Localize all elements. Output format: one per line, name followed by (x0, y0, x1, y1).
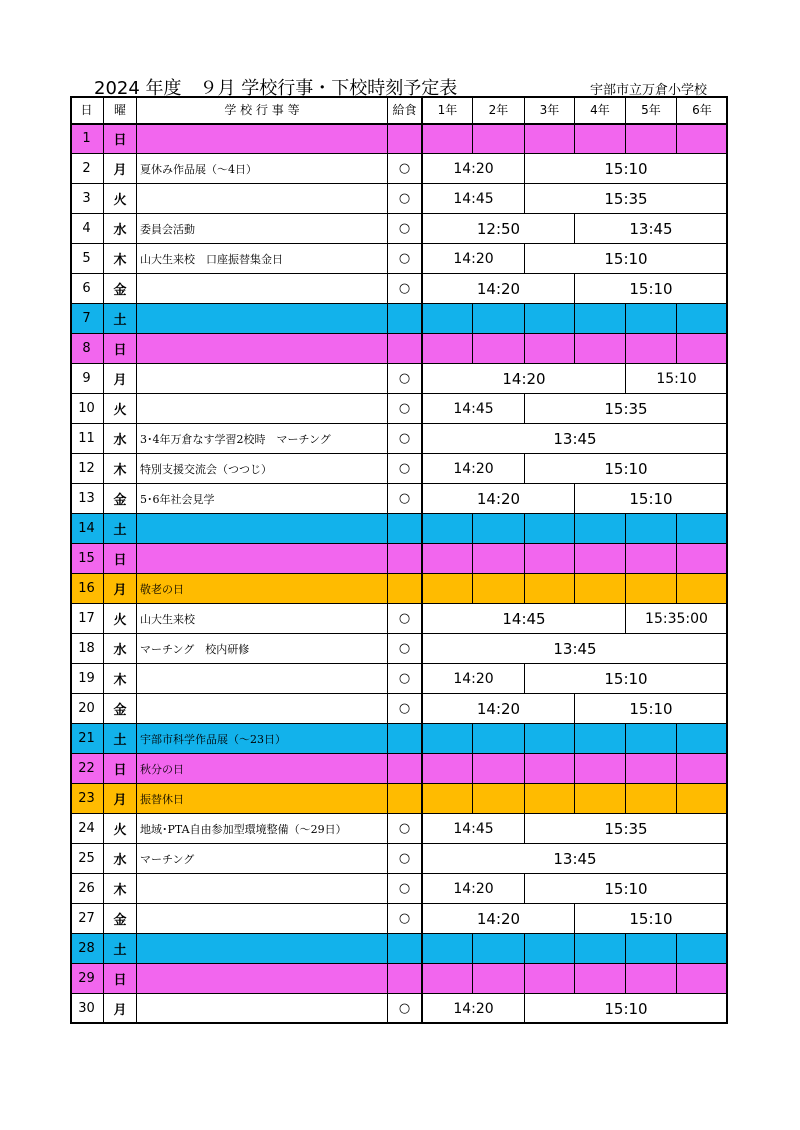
dismissal-time-cell: 15:35:00 (626, 604, 728, 634)
day-cell: 22 (70, 754, 104, 784)
day-cell: 30 (70, 994, 104, 1024)
header-grade: 6年 (677, 96, 728, 124)
dismissal-time-cell: 14:20 (423, 994, 525, 1024)
grade-time-cell (473, 334, 525, 364)
grade-time-cell (525, 544, 575, 574)
event-cell (137, 664, 388, 694)
weekday-cell: 水 (104, 214, 137, 244)
lunch-cell (388, 544, 423, 574)
dismissal-time-cell: 14:20 (423, 454, 525, 484)
grade-time-cell (677, 544, 728, 574)
grade-time-cell (473, 124, 525, 154)
grade-time-cell (626, 304, 677, 334)
grade-time-cell (677, 754, 728, 784)
dismissal-time-cell: 14:20 (423, 874, 525, 904)
dismissal-time-cell: 15:10 (626, 364, 728, 394)
grade-time-cell (575, 124, 626, 154)
weekday-cell: 木 (104, 874, 137, 904)
lunch-cell: ○ (388, 184, 423, 214)
header-divider (70, 123, 728, 125)
event-cell: 山大生来校 口座振替集金日 (137, 244, 388, 274)
day-cell: 18 (70, 634, 104, 664)
dismissal-time-cell: 15:10 (575, 904, 728, 934)
grade-time-cell (575, 724, 626, 754)
grade-time-cell (473, 544, 525, 574)
lunch-cell: ○ (388, 214, 423, 244)
event-cell: 秋分の日 (137, 754, 388, 784)
dismissal-time-cell: 15:10 (575, 274, 728, 304)
lunch-cell (388, 514, 423, 544)
header-grade: 5年 (626, 96, 677, 124)
day-cell: 7 (70, 304, 104, 334)
grade-time-cell (525, 934, 575, 964)
dismissal-time-cell: 13:45 (575, 214, 728, 244)
grade-time-cell (677, 934, 728, 964)
grade-time-cell (626, 124, 677, 154)
lunch-cell: ○ (388, 454, 423, 484)
dismissal-time-cell: 14:20 (423, 154, 525, 184)
event-cell (137, 364, 388, 394)
lunch-cell: ○ (388, 904, 423, 934)
lunch-cell (388, 304, 423, 334)
grade-time-cell (423, 124, 473, 154)
dismissal-time-cell: 15:35 (525, 394, 728, 424)
lunch-cell: ○ (388, 484, 423, 514)
day-cell: 2 (70, 154, 104, 184)
event-cell (137, 184, 388, 214)
lunch-cell: ○ (388, 274, 423, 304)
grade-time-cell (575, 544, 626, 574)
day-cell: 8 (70, 334, 104, 364)
schedule-table (70, 96, 728, 1024)
weekday-cell: 月 (104, 574, 137, 604)
grade-time-cell (525, 304, 575, 334)
dismissal-time-cell: 14:20 (423, 244, 525, 274)
event-cell: 山大生来校 (137, 604, 388, 634)
event-cell: 委員会活動 (137, 214, 388, 244)
grade-time-cell (677, 964, 728, 994)
day-cell: 27 (70, 904, 104, 934)
header-grade: 1年 (423, 96, 473, 124)
lunch-cell: ○ (388, 394, 423, 424)
dismissal-time-cell: 14:20 (423, 484, 575, 514)
weekday-cell: 月 (104, 784, 137, 814)
event-cell (137, 964, 388, 994)
day-cell: 19 (70, 664, 104, 694)
weekday-cell: 土 (104, 304, 137, 334)
lunch-cell: ○ (388, 364, 423, 394)
weekday-cell: 火 (104, 184, 137, 214)
event-cell (137, 544, 388, 574)
lunch-cell: ○ (388, 694, 423, 724)
grade-time-cell (525, 964, 575, 994)
grade-time-cell (677, 724, 728, 754)
grade-time-cell (677, 334, 728, 364)
day-cell: 16 (70, 574, 104, 604)
header-grade: 2年 (473, 96, 525, 124)
grade-time-cell (626, 514, 677, 544)
event-cell: 地域･PTA自由参加型環境整備（～29日） (137, 814, 388, 844)
grade-time-cell (423, 514, 473, 544)
grade-time-cell (626, 574, 677, 604)
grade-time-cell (473, 754, 525, 784)
day-cell: 28 (70, 934, 104, 964)
day-cell: 4 (70, 214, 104, 244)
page-title: 2024 年度 ９月 学校行事・下校時刻予定表 (94, 78, 458, 99)
event-cell: 宇部市科学作品展（～23日） (137, 724, 388, 754)
header-lunch: 給食 (388, 96, 423, 124)
grade-time-cell (575, 574, 626, 604)
dismissal-time-cell: 14:20 (423, 364, 626, 394)
weekday-cell: 火 (104, 604, 137, 634)
grade-time-cell (626, 934, 677, 964)
weekday-cell: 金 (104, 274, 137, 304)
grade-time-cell (423, 934, 473, 964)
event-cell (137, 274, 388, 304)
grade-time-cell (677, 304, 728, 334)
dismissal-time-cell: 14:20 (423, 694, 575, 724)
event-cell (137, 694, 388, 724)
weekday-cell: 金 (104, 694, 137, 724)
lunch-cell: ○ (388, 604, 423, 634)
dismissal-time-cell: 14:45 (423, 814, 525, 844)
weekday-cell: 日 (104, 334, 137, 364)
dismissal-time-cell: 14:20 (423, 904, 575, 934)
event-cell: 振替休日 (137, 784, 388, 814)
day-cell: 3 (70, 184, 104, 214)
lunch-cell (388, 934, 423, 964)
grade-time-cell (525, 514, 575, 544)
lunch-cell: ○ (388, 874, 423, 904)
grade-time-cell (473, 964, 525, 994)
event-cell: マーチング 校内研修 (137, 634, 388, 664)
dismissal-time-cell: 13:45 (423, 844, 728, 874)
lunch-cell: ○ (388, 664, 423, 694)
day-cell: 13 (70, 484, 104, 514)
grade-time-cell (626, 754, 677, 784)
dismissal-time-cell: 15:10 (525, 874, 728, 904)
weekday-cell: 木 (104, 454, 137, 484)
weekday-cell: 月 (104, 154, 137, 184)
dismissal-time-cell: 14:45 (423, 184, 525, 214)
grade-time-cell (677, 784, 728, 814)
lunch-cell (388, 124, 423, 154)
school-name: 宇部市立万倉小学校 (590, 83, 708, 98)
header-day: 日 (70, 96, 104, 124)
grade-time-cell (575, 934, 626, 964)
grade-time-cell (575, 304, 626, 334)
lunch-cell: ○ (388, 634, 423, 664)
day-cell: 11 (70, 424, 104, 454)
event-cell: 3･4年万倉なす学習2校時 マーチング (137, 424, 388, 454)
grade-time-cell (626, 334, 677, 364)
dismissal-time-cell: 15:10 (525, 244, 728, 274)
day-cell: 26 (70, 874, 104, 904)
grade-time-cell (423, 304, 473, 334)
grade-time-cell (525, 574, 575, 604)
grade-time-cell (423, 724, 473, 754)
dismissal-time-cell: 15:10 (525, 454, 728, 484)
lunch-cell (388, 964, 423, 994)
grade-time-cell (525, 124, 575, 154)
lunch-cell: ○ (388, 424, 423, 454)
day-cell: 14 (70, 514, 104, 544)
grade-time-cell (575, 334, 626, 364)
dismissal-time-cell: 14:45 (423, 604, 626, 634)
dismissal-time-cell: 12:50 (423, 214, 575, 244)
lunch-cell (388, 724, 423, 754)
weekday-cell: 月 (104, 364, 137, 394)
lunch-cell: ○ (388, 814, 423, 844)
weekday-cell: 日 (104, 544, 137, 574)
lunch-cell (388, 754, 423, 784)
day-cell: 25 (70, 844, 104, 874)
day-cell: 1 (70, 124, 104, 154)
weekday-cell: 火 (104, 394, 137, 424)
day-cell: 5 (70, 244, 104, 274)
day-cell: 15 (70, 544, 104, 574)
weekday-cell: 水 (104, 844, 137, 874)
grade-time-cell (575, 964, 626, 994)
event-cell (137, 514, 388, 544)
grade-time-cell (525, 754, 575, 784)
grade-time-cell (575, 754, 626, 784)
dismissal-time-cell: 13:45 (423, 634, 728, 664)
weekday-cell: 水 (104, 634, 137, 664)
day-cell: 17 (70, 604, 104, 634)
grade-time-cell (575, 514, 626, 544)
grade-time-cell (473, 574, 525, 604)
header-weekday: 曜 (104, 96, 137, 124)
weekday-cell: 水 (104, 424, 137, 454)
lunch-cell: ○ (388, 244, 423, 274)
weekday-cell: 土 (104, 724, 137, 754)
day-cell: 9 (70, 364, 104, 394)
grade-time-cell (677, 514, 728, 544)
grade-time-cell (626, 724, 677, 754)
grade-time-cell (473, 304, 525, 334)
day-cell: 20 (70, 694, 104, 724)
weekday-cell: 金 (104, 904, 137, 934)
event-cell (137, 394, 388, 424)
grade-time-cell (525, 784, 575, 814)
header-grade: 4年 (575, 96, 626, 124)
dismissal-time-cell: 13:45 (423, 424, 728, 454)
day-cell: 10 (70, 394, 104, 424)
event-cell (137, 304, 388, 334)
day-cell: 23 (70, 784, 104, 814)
grade-time-cell (525, 724, 575, 754)
day-cell: 29 (70, 964, 104, 994)
event-cell (137, 904, 388, 934)
dismissal-time-cell: 15:10 (575, 484, 728, 514)
event-cell: 特別支援交流会（つつじ） (137, 454, 388, 484)
grade-time-cell (423, 784, 473, 814)
grade-time-cell (626, 964, 677, 994)
grade-time-cell (423, 574, 473, 604)
lunch-cell (388, 784, 423, 814)
weekday-cell: 金 (104, 484, 137, 514)
grade-time-cell (473, 724, 525, 754)
event-cell: 夏休み作品展（～4日） (137, 154, 388, 184)
weekday-cell: 土 (104, 514, 137, 544)
dismissal-time-cell: 14:20 (423, 274, 575, 304)
lunch-cell: ○ (388, 844, 423, 874)
weekday-cell: 日 (104, 124, 137, 154)
weekday-cell: 日 (104, 964, 137, 994)
weekday-cell: 日 (104, 754, 137, 784)
lunch-cell (388, 574, 423, 604)
weekday-cell: 木 (104, 244, 137, 274)
day-cell: 12 (70, 454, 104, 484)
lunch-cell (388, 334, 423, 364)
event-cell (137, 874, 388, 904)
event-cell: 敬老の日 (137, 574, 388, 604)
lunch-cell: ○ (388, 994, 423, 1024)
weekday-cell: 土 (104, 934, 137, 964)
header-grade: 3年 (525, 96, 575, 124)
day-cell: 6 (70, 274, 104, 304)
dismissal-time-cell: 14:20 (423, 664, 525, 694)
event-cell (137, 334, 388, 364)
day-cell: 24 (70, 814, 104, 844)
event-cell (137, 934, 388, 964)
dismissal-time-cell: 15:35 (525, 184, 728, 214)
dismissal-time-cell: 14:45 (423, 394, 525, 424)
grade-time-cell (423, 334, 473, 364)
weekday-cell: 月 (104, 994, 137, 1024)
grade-time-cell (626, 544, 677, 574)
grade-time-cell (473, 514, 525, 544)
dismissal-time-cell: 15:10 (525, 994, 728, 1024)
grade-time-cell (423, 964, 473, 994)
grade-time-cell (575, 784, 626, 814)
dismissal-time-cell: 15:10 (525, 154, 728, 184)
day-cell: 21 (70, 724, 104, 754)
grade-time-cell (525, 334, 575, 364)
header-events: 学 校 行 事 等 (137, 96, 388, 124)
grade-time-cell (626, 784, 677, 814)
weekday-cell: 火 (104, 814, 137, 844)
event-cell: 5･6年社会見学 (137, 484, 388, 514)
lunch-cell: ○ (388, 154, 423, 184)
grade-time-cell (423, 754, 473, 784)
dismissal-time-cell: 15:10 (575, 694, 728, 724)
grade-time-cell (473, 784, 525, 814)
weekday-cell: 木 (104, 664, 137, 694)
grade-time-cell (677, 574, 728, 604)
event-cell (137, 994, 388, 1024)
grade-time-cell (423, 544, 473, 574)
dismissal-time-cell: 15:10 (525, 664, 728, 694)
grade-time-cell (677, 124, 728, 154)
event-cell (137, 124, 388, 154)
dismissal-time-cell: 15:35 (525, 814, 728, 844)
grade-time-cell (473, 934, 525, 964)
event-cell: マーチング (137, 844, 388, 874)
